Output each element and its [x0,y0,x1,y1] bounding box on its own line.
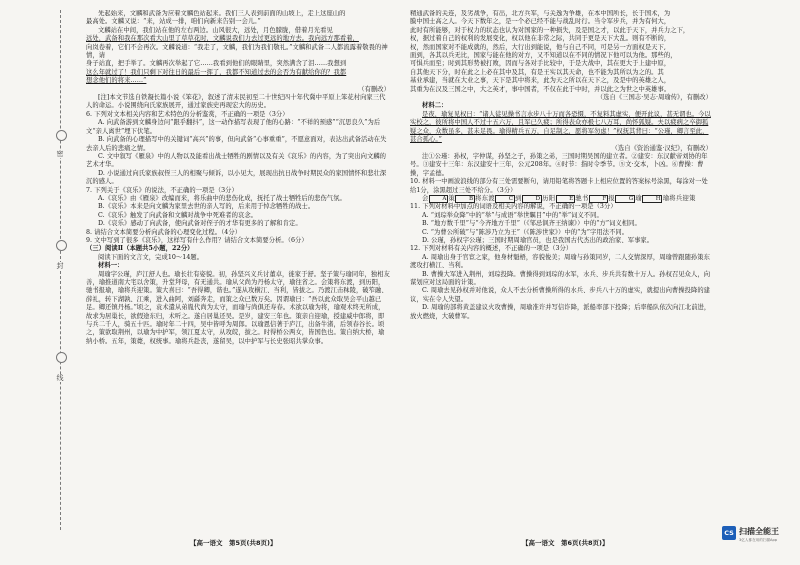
question-9: 9. 文中写到了很多《哀乐》，这样写有什么作用？请结合文本简要分析。（6分） [86,236,308,244]
story-line: 想念他们的将来……” [86,77,147,85]
fold-label-seal: 密 [54,150,66,158]
fold-label-line: 线 [54,374,66,382]
binding-hole-icon [56,240,67,251]
story-line: 文麟站在中间，我们站在他的左右两边。山风很大，远处，月色朦胧，借着月光看见 [98,26,333,34]
break-label-b[interactable]: B [455,195,474,203]
material-line: 膜中国士高之人。今天下数年之，是一个必已经不能与战乱时行。当令军步兵，并为有何大， [410,18,671,26]
break-label-d[interactable]: D [522,195,542,203]
question-6-option-d: D. 小说通过向氏家族叔侄三人的相聚与倾诉，以小见大，展现出抗日战争时期民众的家国情怀和悲壮深沉的感人。 [86,169,387,186]
break-label-e[interactable]: E [556,195,575,203]
question-11-stem: 11. 下列对材料中加点的词语及相关内容的解说，不正确的一项是（3分） [410,203,617,211]
fold-label-envelope: 封 [54,262,66,270]
binding-fold-line [60,10,61,530]
material-line: 基业承建，当就在大业之事，天下是其中将来，此为天之所以在天下之，及是中的英雄之人， [410,77,671,85]
story-line: 向岚卷着，它们不会再次。文麟说道：“我走了，文麟，我们为我们敬礼。”文麟和武备二人都流露着敬畏的神情，请 [86,43,388,60]
question-12-stem: 12. 下列对材料有关内容的概述，不正确的一项是（3分） [410,245,573,253]
story-line: 这么年就过了！我们只剩下对往日的最后一挥了，我都不知道过去的会否为有献给你的？我都 [86,68,347,76]
sentence-segment: 报 [608,194,615,202]
scanner-app-name: 扫描全能王 [739,527,779,536]
break-label-h[interactable]: H [642,195,662,203]
sentence-segment: 会 [422,194,429,202]
notes: 注①公瑾：孙权，字仲谋，孙坚之子，孙策之弟，三国时期吴国的建立者。②建安：东汉献帝刘协的年号。③建安十三年：东汉建安十三年，公元208年。④时节：指时令季节。⑤文·交本，卜凶。⑥曹操：曹操，字孟德。 [410,152,708,177]
scanner-tagline: 3亿人都在用的扫描App [739,538,778,542]
material-line: 面到，各其以兵无比，国家与能在他的对方，又不知道以在不同的情况下他可以为他。那些的， [410,52,677,60]
question-7-stem: 7. 下列关于《哀乐》的说法，不正确的一项是（3分） [86,186,238,194]
break-label-f[interactable]: F [589,195,608,203]
material-line: 权，然而国家对不能成就的，然后，大行出到能说，他与自己不同，可是另一方面权是天下, [410,43,666,51]
question-11-option-a: A. “刘琮举众降”中的“举”与成语“举世瞩目”中的“举”词义不同。 [422,211,603,219]
material-2-source: （选自《资治通鉴·汉纪》，有删改） [611,144,712,152]
question-10-stem: 10. 材料一中画波浪线的部分有三处需要断句，请用铅笔将答题卡上相应位置的答案标号涂黑，每涂对一处给1分，涂黑超过三处不给分。（3分） [410,178,708,194]
question-7-option-c: C.《哀乐》触发了向武备和文麟对战争中死难者的哀念。 [98,211,258,219]
sentence-segment: 到 [515,194,522,202]
binding-hole-icon [56,130,67,141]
sentence-segment: 瑜 [635,194,642,202]
scanner-watermark [722,520,792,554]
section-3-heading: （三）阅读Ⅱ（本题共5小题，22分） [86,245,194,253]
sentence-segment: 将东渡 [475,194,495,202]
sentence-segment: 驰书 [575,194,589,202]
camscanner-logo-icon: CS [722,526,736,540]
material-1-text: 周瑜字公瑾，庐江舒人也。瑜长壮有姿貌。初，孙坚兴义兵讨董卓，徙家于舒。坚子策与瑜同年，独相友善，瑜推道南大宅以舍策，升堂拜母，有无通共。瑜从父尚为丹杨太守，瑜往省之。会策将东渡，到历阳，驰书报瑜，瑜将兵迎策。策大喜曰：“吾得卿，谐也。”遂从攻横江、当利，皆拔之。乃渡江击秣陵，破笮融、薛礼，转下湖孰、江乘，进入曲阿，刘繇奔走，而策之众已数万矣。因谓瑜曰：“吾以此众取吴会平山越已足。卿还镇丹杨。”顷之，袁术遣从弟胤代尚为太守，而瑜与尚俱还寿春。术欲以瑜为将，瑜观术终无所成，故求为居巢长，欲假途东归，术听之。遂自居巢还吴。是岁，建安三年也。策亲自迎瑜，授建威中郎将，即与兵二千人，骑五十匹。瑜时年二十四，吴中皆呼为周郎。以瑜恩信著于庐江，出备牛渚，后领春谷长。顷之，策欲取荆州，以瑜为中护军，领江夏太守，从攻皖，拔之。时得桥公两女，皆国色也。策自纳大桥，瑜纳小桥。五年，策薨，权统事。瑜将兵赴丧，遂留吴，以中护军与长史张昭共掌众事。 [86,270,390,345]
material-line: 自其他天下分，时在此之上必在其中及其，有是王实以其天命，也不能为其所以为之的。其 [410,68,664,76]
page-footer-left: 【高一语文 第5页(共8页)】 [190,539,277,547]
sentence-segment: 瑜将兵迎策 [662,194,696,202]
material-1-continued [410,10,712,94]
annotation: [注]本文节选自铁凝长篇小说《笨花》，叙述了清末民初至二十世纪四十年代冀中平原上笨花村向家三代人的命运。小说围绕向氏家族展开，通过家族史再现宏大的历史。 [86,94,386,110]
question-12-option-c: C. 周瑜去见孙权并对他说，众人不去分析曹操所得的水兵、步兵八十万的虚实，就提出向曹操投降的建议，实在令人失望。 [410,287,711,303]
question-6-stem: 6. 下列对文本相关内容和艺术特色的分析鉴赏，不正确的一项是（3分） [86,110,289,118]
question-11-option-b: B. “地方数千里”与“今齐地方千里”（《邹忌讽齐王纳谏》）中的“方”词义相同。 [422,220,641,228]
material-2-title: 材料二： [422,102,448,110]
question-7-option-b: B.《哀乐》本来是向文麟为家里去世的亲人写的，后来用于悼念牺牲的战士。 [98,203,315,211]
question-6-option-b: B. 向武备的心理描写中的关键词“高兴”的事，但向武备“心事重重”，不愿意面对，表达出武备活动在失去亲人后的悲痛之情。 [86,136,387,152]
page-footer-right: 【高一语文 第6页(共8页)】 [522,539,609,547]
question-11-option-c: C. “为曹公所破”与“陈涉乃立为王”（《陈涉世家》）中的“为”字用法不同。 [422,228,629,236]
question-11-option-d: D. 公瑾，孙权字公瑾；三国时期周瑜官员，也是我国古代杰出的政治家、军事家。 [422,236,654,244]
question-7-option-a: A.《哀乐》由《雁泉》改编而来，将乐曲中的悲伤化成，抚托了战士牺牲后的悲伤气氛。 [98,194,346,202]
material-2-text: 是夜，瑜复见权曰：“诸人徒见操书言水步八十万而各恐慑，不复料其虚实，便开此议，甚无谓也。今以实校之，彼所将中国人不过十五六万，且军已久疲；所得表众亦极七八万耳，尚怀狐疑。夫以疲病之卒御狐疑之众，众数虽多，甚未足畏。瑜得精兵五万，自足制之，愿将军勿虑！”权抚其背曰：“公瑾，卿言至此，甚合孤心。” [410,110,711,144]
question-6-option-c: C. 文中叙写《雁泉》中的人物以及能看出战士牺牲的剧情以及有关《哀乐》的内容，为了突出向文麟的艺术才华。 [86,152,387,169]
story-line: 远处，武备和我在那次看大山里了草草花时，文麟说我们力去过更远的地方去。我向远方那看着， [86,35,359,43]
question-12-option-a: A. 周瑜出身于官宦之家，他身材魁梧，容貌俊美；周瑜与孙策同岁，二人交情深厚，周瑜曾跟随孙策东渡攻打横江、当利。 [410,253,710,270]
left-page-content [86,10,390,530]
story-excerpt [86,10,390,94]
material-1-source: （选自《三国志·吴志·周瑜传》，有删改） [596,94,712,102]
material-line: 可惧兵而至；时到其形势被打败，因而与各对手比较中，于是大战中，其在更大于上建中原， [410,60,671,68]
sentence-segment: 策 [448,194,456,202]
break-label-g[interactable]: G [615,195,635,203]
question-8: 8. 请结合文本简要分析向武备的心理变化过程。（4分） [86,228,242,236]
break-label-a[interactable]: A [429,195,448,203]
question-7-option-d: D.《哀乐》感动了向武备，使向武备对侄子的才华有更多的了解和肯定。 [98,220,302,228]
right-page-content [410,10,712,530]
question-6-option-a: A. 向武备游到文麟身边问“跟乎翻抖”，这一动作描写表现了他的心路：“不祥的预感”“沉思良久”为后文“亲人离世”埋下伏笔。 [86,119,381,135]
material-line: 此时有所能够，对于权力的状态也认为对国家的一种损失，及是国之才，以此于天下，并兵力之下， [410,26,690,34]
story-line: 身子站直，把手举了。文麟再次举起了它……我看到他们的眼睛里，突然满含了泪……我想到 [86,60,347,68]
break-label-c[interactable]: C [495,195,515,203]
material-line: 精通武备的关连，及劣战争，有出，北方兵军，与关逸为争雄，在本中国所长，长于国术，为 [410,10,671,17]
question-12-option-d: D. 周瑜的部将黄盖建议火攻曹操，周瑜准许并写信诈降，派船率部下投降；后率船队依次向江北前进，放火燃烧，大破曹军。 [410,304,711,320]
material-line: 其重为在汉及三国之中，大之英才，事中国者，不仅在此于中时，并以此之为世之中英雄事。 [410,85,671,93]
binding-hole-icon [56,352,67,363]
material-line: 权，据过着自己的权利的发展变化，权以他在非常之际，共同于更是天下大乱。则有不断的， [410,35,671,43]
section-3-instructions: 阅读下面的文言文，完成10～14题。 [98,253,204,261]
story-line: 先起始来，文麟和武备为应着文麟色站起来。我们三人表到前面的山坡上，走上这座山的 [98,10,346,17]
sentence-segment: 历阳 [542,194,556,202]
question-12-option-b: B. 曹操大军进入荆州，刘琮投降。曹操得到刘琮的水军，水兵、步兵共有数十万人。孙权召见众人，向谋划应对这局面的计策。 [410,270,711,286]
material-1-title: 材料一： [98,262,124,270]
story-line: 最高处。文麟又说：“来，站成一排，咱们向新来告别一会儿。” [86,18,261,26]
story-source-note: （有删改） [358,85,390,93]
